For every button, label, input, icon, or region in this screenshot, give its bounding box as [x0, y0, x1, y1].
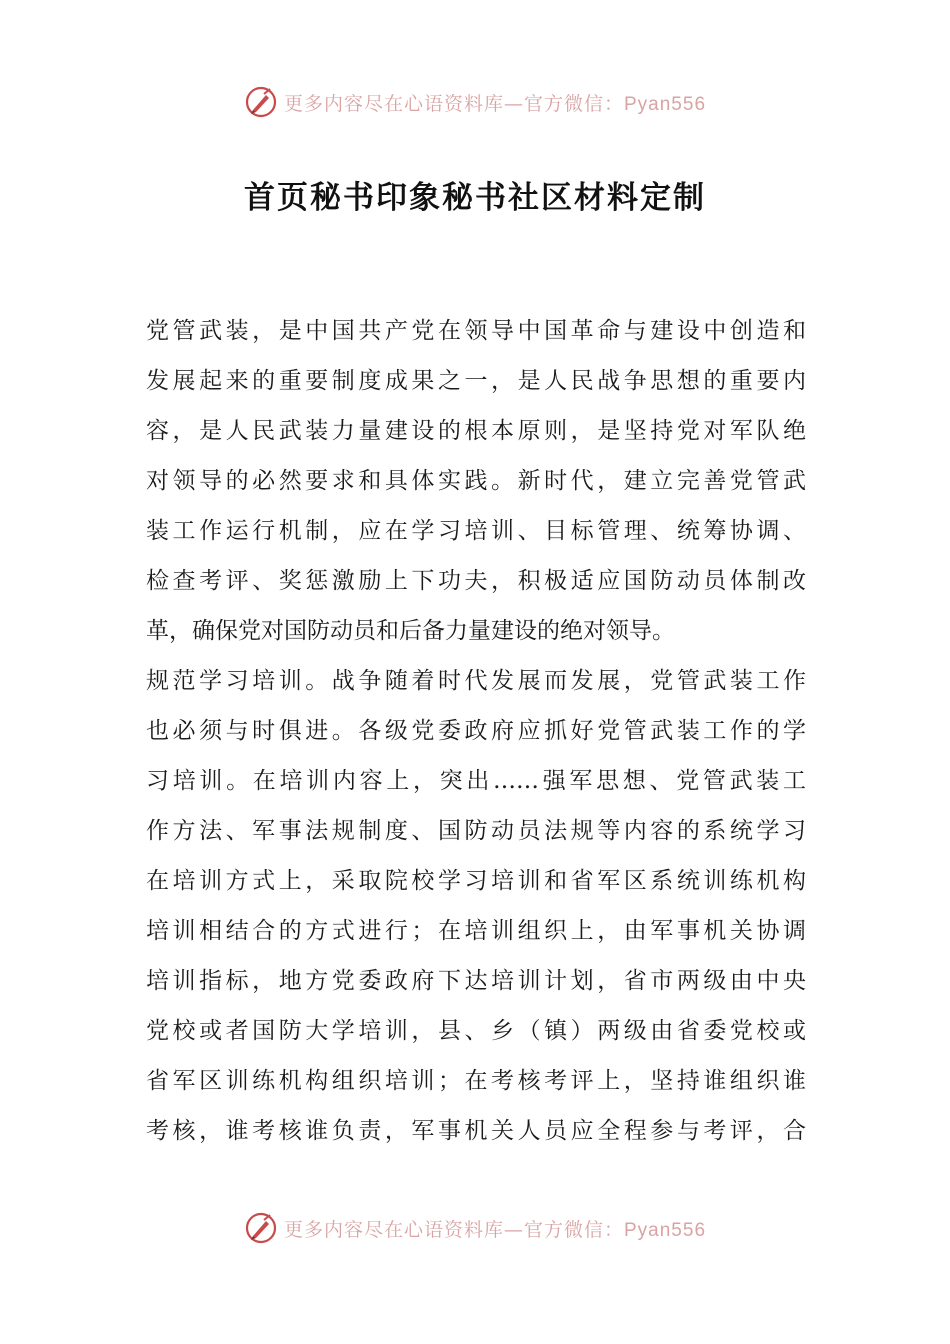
footer-banner [0, 1208, 950, 1248]
text-line: 检查考评、奖惩激励上下功夫，积极适应国防动员体制改 [146, 568, 806, 594]
banner-text [284, 89, 706, 116]
text-line: 容，是人民武装力量建设的根本原则，是坚持党对军队绝 [146, 418, 806, 444]
text-line: 革，确保党对国防动员和后备力量建设的绝对领导。 [146, 618, 675, 644]
text-line: 考核，谁考核谁负责，军事机关人员应全程参与考评，合 [146, 1118, 806, 1144]
header-banner [0, 82, 950, 122]
banner-label: 更多内容尽在心语资料库—官方微信： [283, 92, 624, 115]
text-line: 对领导的必然要求和具体实践。新时代，建立完善党管武 [146, 468, 806, 494]
text-line: 省军区训练机构组织培训；在考核考评上，坚持谁组织谁 [146, 1068, 806, 1094]
text-line: 装工作运行机制，应在学习培训、目标管理、统筹协调、 [146, 518, 806, 544]
text-line: 培训指标，地方党委政府下达培训计划，省市两级由中央 [146, 968, 806, 994]
text-line: 党管武装，是中国共产党在领导中国革命与建设中创造和 [146, 318, 806, 344]
banner-label: 更多内容尽在心语资料库—官方微信： [283, 1218, 624, 1241]
text-line: 作方法、军事法规制度、国防动员法规等内容的系统学习 [146, 818, 806, 844]
banner-text [284, 1215, 706, 1242]
text-line: 习培训。在培训内容上，突出……强军思想、党管武装工 [146, 768, 806, 794]
text-line: 在培训方式上，采取院校学习培训和省军区系统训练机构 [146, 868, 806, 894]
text-line: 规范学习培训。战争随着时代发展而发展，党管武装工作 [146, 668, 806, 694]
text-line: 也必须与时俱进。各级党委政府应抓好党管武装工作的学 [146, 718, 806, 744]
wechat-id: Pyan556 [624, 93, 707, 115]
text-line: 培训相结合的方式进行；在培训组织上，由军事机关协调 [146, 918, 806, 944]
pen-logo-icon [244, 1211, 278, 1245]
document-body [146, 306, 806, 1156]
text-line: 党校或者国防大学培训，县、乡（镇）两级由省委党校或 [146, 1018, 806, 1044]
text-line: 发展起来的重要制度成果之一，是人民战争思想的重要内 [146, 368, 806, 394]
wechat-id: Pyan556 [624, 1219, 707, 1241]
page-title: 首页秘书印象秘书社区材料定制 [244, 180, 706, 216]
pen-logo-icon [244, 85, 278, 119]
